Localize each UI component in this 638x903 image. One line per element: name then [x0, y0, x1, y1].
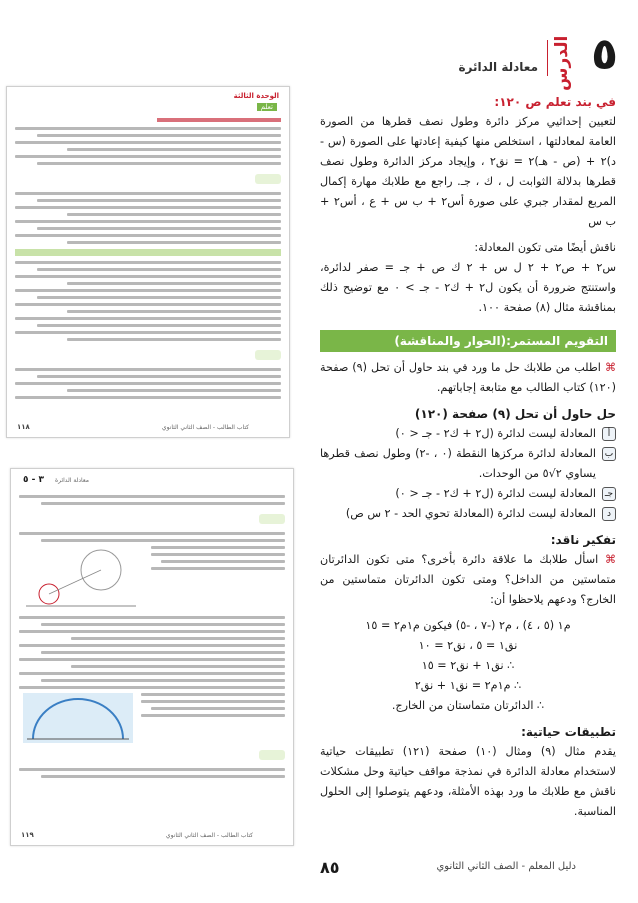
- thumbnail-example-tag: [259, 514, 285, 524]
- page-footer: [320, 858, 616, 878]
- thumbnail-line: [37, 375, 281, 378]
- thumbnail-line: [37, 134, 281, 137]
- critical-line: م١ (٥ ، ٤) ، م٢ (-٧ ، -٥) فيكون م١م٢ = ١٥: [365, 619, 571, 632]
- answer-item: [320, 484, 616, 504]
- thumbnail-example-tag: [255, 350, 281, 360]
- thumbnail-line: [15, 317, 281, 320]
- condition-text: س٢ + ص٢ + ٢ ل س + ٢ ك ص + جـ = صفر لدائرة، واستنتج ضرورة أن يكون ل٢ + ك٢ - جـ > ٠ مع توضيح ذلك بمناقشة مثال (٨) صفحة ١٠٠.: [320, 261, 617, 314]
- answer-text: المعادلة ليست لدائرة (المعادلة تحوي الحد - ٢ س ص): [345, 507, 596, 520]
- thumbnail-line: [19, 672, 285, 675]
- thumbnail-line: [19, 532, 285, 535]
- intro-paragraph: [320, 112, 616, 232]
- thumbnail-line: [15, 220, 281, 223]
- discussion-text: ناقش أيضًا متى تكون المعادلة:: [474, 241, 616, 254]
- thumbnail-rule: [157, 118, 281, 122]
- thumbnail-line: [41, 775, 285, 778]
- thumbnail-line: [15, 396, 281, 399]
- thumbnail-line: [19, 686, 285, 689]
- lesson-word: الدرس: [552, 36, 572, 92]
- answer-mark-badge: د: [602, 507, 616, 521]
- student-page-thumbnail-top: [6, 86, 290, 438]
- thumbnail-line: [15, 368, 281, 371]
- thumbnail-line: [15, 206, 281, 209]
- thumbnail-line: [151, 546, 285, 549]
- answer-mark-badge: أ: [602, 427, 616, 441]
- semicircle-arch-icon: [23, 693, 133, 743]
- assessment-task-text: اطلب من طلابك حل ما ورد في بند حاول أن تحل (٩) صفحة (١٢٠) كتاب الطالب مع متابعة إجاباتهم.: [320, 361, 616, 394]
- header-divider: [547, 40, 548, 76]
- thumbnail-line: [15, 275, 281, 278]
- thumbnail-line: [71, 637, 285, 640]
- star-icon: ⌘: [604, 553, 616, 566]
- thumbnail-tag: تعلم: [257, 103, 277, 111]
- critical-line: ∴ الدائرتان متماستان من الخارج.: [391, 699, 545, 712]
- answer-mark-badge: جـ: [602, 487, 616, 501]
- assessment-bar: التقويم المستمر:(الحوار والمناقشة): [320, 330, 616, 352]
- life-text: يقدم مثال (٩) ومثال (١٠) صفحة (١٢١) تطبيقات حياتية لاستخدام معادلة الدائرة في نمذجة مواقف حياتية وحل مشكلات ناقش مع طلابك ما ورد بهذه الأمثلة، ودعهم يتوصلوا إلى الحلول المناسبة.: [320, 745, 616, 818]
- thumbnail-line: [41, 679, 285, 682]
- thumbnail-line: [67, 148, 281, 151]
- thumbnail-line: [151, 567, 285, 570]
- thumbnail-header: [7, 87, 289, 111]
- thumbnail-unit: الوحدة الثالثة: [233, 92, 279, 100]
- thumbnail-line: [19, 616, 285, 619]
- thumbnail-line: [37, 268, 281, 271]
- thumbnail-line: [41, 539, 285, 542]
- thumbnail-line: [15, 141, 281, 144]
- thumbnail-line: [19, 658, 285, 661]
- critical-heading: تفكير ناقد:: [550, 533, 616, 547]
- footer-text: دليل المعلم - الصف الثاني الثانوي: [436, 861, 576, 872]
- answer-text: المعادلة لدائرة مركزها النقطة (٠ ، -٢) وطول نصف قطرها يساوي ٢√٥ من الوحدات.: [320, 447, 596, 480]
- thumbnail-line: [141, 700, 285, 703]
- thumbnail-line: [67, 213, 281, 216]
- circle-diagram-icon: [21, 546, 141, 612]
- thumbnail-footer: كتاب الطالب - الصف الثاني الثانوي: [165, 832, 253, 839]
- critical-line: نق١ = ٥ ، نق٢ = ١٠: [418, 639, 518, 652]
- thumbnail-footer: كتاب الطالب - الصف الثاني الثانوي: [161, 424, 249, 431]
- answer-mark-badge: ب: [602, 447, 616, 461]
- thumbnail-line: [71, 665, 285, 668]
- thumbnail-line: [15, 303, 281, 306]
- answer-item: [320, 424, 616, 444]
- critical-line: ∴ م١م٢ = نق١ + نق٢: [414, 679, 522, 692]
- thumbnail-line: [67, 338, 281, 341]
- answer-text: المعادلة ليست لدائرة (ل٢ + ك٢ - جـ < ٠): [395, 487, 596, 500]
- thumbnail-figure: [11, 693, 293, 745]
- thumbnail-line: [37, 199, 281, 202]
- thumbnail-example-tag: [255, 174, 281, 184]
- lesson-number: ٥: [591, 29, 618, 80]
- answer-text: المعادلة ليست لدائرة (ل٢ + ك٢ - جـ < ٠): [395, 427, 596, 440]
- thumbnail-line: [15, 234, 281, 237]
- thumbnail-line: [151, 707, 285, 710]
- thumbnail-line: [37, 296, 281, 299]
- thumbnail-line: [15, 261, 281, 264]
- thumbnail-line: [41, 651, 285, 654]
- answer-item: [320, 504, 616, 524]
- thumbnail-line: [19, 768, 285, 771]
- critical-line: ∴ نق١ + نق٢ = ١٥: [421, 659, 515, 672]
- critical-question: [320, 550, 616, 610]
- thumbnail-line: [15, 155, 281, 158]
- thumbnail-line: [15, 127, 281, 130]
- thumbnail-header: [11, 469, 293, 487]
- intro-formula: (س - د)٢ + (ص - هـ)٢ = نق٢ ، وإيجاد مركز الدائرة وطول نصف قطرها بدلالة الثوابت ل ، ك ، جـ. راجع مع طلابك مهارة إكمال المربع لمقدار جبري على صورة أس٢ + ب س + ع ، أس٢ + ب س: [320, 135, 616, 228]
- thumbnail-lesson-title: معادلة الدائرة: [55, 477, 89, 484]
- thumbnail-line: [19, 495, 285, 498]
- thumbnail-line: [15, 331, 281, 334]
- student-page-thumbnail-bottom: [10, 468, 294, 846]
- critical-question-text: اسأل طلابك ما علاقة دائرة بأخرى؟ متى تكون الدائرتان متماستين من الداخل؟ ومتى تكون الدائرتان متماستين من الخارج؟ ودعهم يلاحظوا أن:: [320, 553, 616, 606]
- thumbnail-band: [15, 249, 281, 256]
- thumbnail-lesson: ٣ - ٥: [23, 475, 45, 485]
- thumbnail-line: [151, 553, 285, 556]
- answer-item: [320, 444, 616, 484]
- thumbnail-page-number: ١١٩: [21, 831, 34, 839]
- thumbnail-line: [19, 630, 285, 633]
- thumbnail-line: [67, 241, 281, 244]
- thumbnail-line: [67, 389, 281, 392]
- thumbnail-line: [67, 282, 281, 285]
- thumbnail-line: [15, 289, 281, 292]
- thumbnail-line: [37, 162, 281, 165]
- thumbnail-line: [41, 502, 285, 505]
- thumbnail-example-tag: [259, 750, 285, 760]
- intro-heading: في بند تعلم ص ١٢٠:: [494, 95, 616, 109]
- thumbnail-line: [37, 324, 281, 327]
- thumbnail-line: [67, 310, 281, 313]
- lesson-title: معادلة الدائرة: [458, 60, 538, 74]
- thumbnail-page-number: ١١٨: [17, 423, 30, 431]
- thumbnail-line: [161, 560, 285, 563]
- thumbnail-line: [141, 693, 285, 696]
- thumbnail-line: [41, 623, 285, 626]
- teacher-guide-column: [320, 92, 616, 822]
- life-heading: تطبيقات حياتية:: [521, 725, 616, 739]
- page-number: ٨٥: [320, 858, 340, 877]
- lesson-header: [320, 29, 618, 92]
- thumbnail-line: [15, 192, 281, 195]
- solution-heading: حل حاول أن تحل (٩) صفحة (١٢٠): [414, 407, 616, 421]
- thumbnail-figure: [11, 546, 293, 612]
- star-icon: ⌘: [604, 361, 616, 374]
- intro-text: لتعيين إحداثيي مركز دائرة وطول نصف قطرها من الصورة العامة لمعادلتها ، استخلص منها كيفية إعادتها على الصورة: [320, 115, 616, 148]
- thumbnail-line: [37, 227, 281, 230]
- assessment-task: [320, 358, 616, 398]
- thumbnail-line: [19, 644, 285, 647]
- thumbnail-line: [15, 382, 281, 385]
- thumbnail-line: [141, 714, 285, 717]
